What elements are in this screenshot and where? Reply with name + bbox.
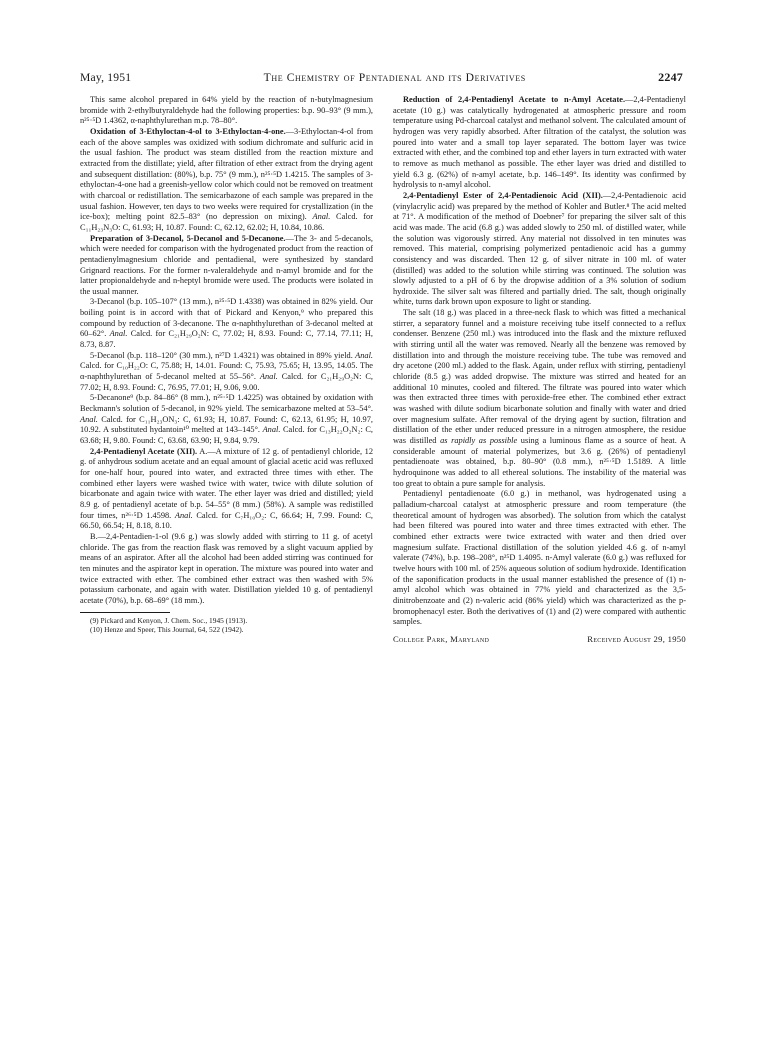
running-head <box>80 70 683 85</box>
paragraph <box>80 95 373 127</box>
section-heading: Reduction of 2,4-Pentadienyl Acetate to n-Amyl Acetate. <box>403 95 626 104</box>
footnote-divider <box>80 612 170 613</box>
left-column <box>80 95 373 644</box>
anal-label: Anal. <box>355 350 373 360</box>
section-heading: 2,4-Pentadienyl Ester of 2,4-Pentadienoic Acid (XII). <box>403 190 603 200</box>
two-column-body <box>80 95 686 644</box>
anal-label: Anal. <box>262 425 281 435</box>
paragraph-text: Calcd. for C₂₁H₂₉O₂N: C, 77.02; H, 8.93. Found: C, 76.95, 77.01; H, 9.06, 9.00. <box>80 372 373 392</box>
paragraph-text: Calcd. for C₁₁H₂₃N₃O: C, 61.93; H, 10.87. Found: C, 62.12, 62.02; H, 10.84, 10.86. <box>80 212 374 232</box>
paragraph-text: The salt (18 g.) was placed in a three-neck flask to which was fitted a mechanical stirrer, a separatory funnel and a moisture receiving tube itself connected to a reflux condenser. Benzene (250 ml.) was introduced into the flask and the mixture refluxed with stirring until all the water was removed. Nearly all the benzene was removed by distillation into and through the moisture receiving tube. The tube was removed and dry acetone (200 ml.) added to the flask. Again, under reflux with stirring, pentadienyl chloride (8.5 g.) was added dropwise. The mixture was stirred and heated for an additional 10 minutes, cooled and filtered. The filtrate was poured into water which was then extracted three times with peroxide-free ether. The combined ether extract was washed with dilute sodium bicarbonate solution and finally with water and dried over magnesium sulfate. After removal of the drying agent by suction, filtration and distillation of the ether under reduced pressure in a nitrogen atmosphere, the residue was distilled <box>393 308 686 445</box>
paragraph <box>80 297 373 350</box>
institution-location: College Park, Maryland <box>393 633 490 644</box>
article-running-title: The Chemistry of Pentadienal and its Derivatives <box>263 71 526 84</box>
paragraph-text: —The 3- and 5-decanols, which were needed for comparison with the hydrogenated product from the reaction of pentadienylmagnesium chloride and pentadienal, were synthesized by standard Grignard reactions. For the former n-valeraldehyde and n-amyl bromide and for the latter propionaldehyde and n-heptyl bromide were used. The products were isolated in the usual manner. <box>80 233 373 296</box>
received-date: Received August 29, 1950 <box>587 633 686 644</box>
paragraph-text: Calcd. for C₁₃H₂₂O₂N₂: C, 63.68; H, 9.80. Found: C, 63.68, 63.90; H, 9.84, 9.79. <box>80 425 373 445</box>
section-heading: 2,4-Pentadienyl Acetate (XII). <box>90 446 198 456</box>
paragraph-text: B.—2,4-Pentadien-1-ol (9.6 g.) was slowly added with stirring to 11 g. of acetyl chloride. The gas from the reaction flask was removed by a slight vacuum applied by means of an aspirator. After all the alcohol had been added stirring was continued for ten minutes and the aspirator kept in operation. The mixture was poured into water and twice extracted with ether. The combined ether extract was then washed with 5% potassium carbonate, and again with water. Distillation yielded 10 g. of pentadienyl acetate (70%), b.p. 68–69° (18 mm.). <box>80 531 373 605</box>
right-column <box>393 95 686 644</box>
paragraph <box>393 191 686 308</box>
emphasis-text: as rapidly as possible <box>440 436 518 445</box>
footnote-10: (10) Henze and Speer, This Journal, 64, 522 (1942). <box>90 625 244 635</box>
paragraph <box>393 308 686 489</box>
anal-label: Anal. <box>109 329 128 339</box>
footnotes <box>80 616 373 635</box>
paragraph-text: Calcd. for C₁₁H₂₃ON₃: C, 61.93; H, 10.87. Found: C, 62.13, 61.95; H, 10.97, 10.92. A substituted hydantoin¹⁰ melted at 143–145°. <box>80 414 373 435</box>
paragraph <box>80 532 373 607</box>
paragraph-text: A.—A mixture of 12 g. of pentadienyl chloride, 12 g. of anhydrous sodium acetate and an equal amount of glacial acetic acid was refluxed for one-half hour, poured into water, and extracted three times with ether. The combined ether layers were washed twice with water, twice with dilute solution of bicarbonate and again twice with water. The ether layer was dried and distilled; yield 8.9 g. of pentadienyl acetate of b.p. 54–55° (8 mm.) (58%). A sample was redistilled four times, n²⁶·⁵D 1.4598. <box>80 446 373 520</box>
footnote-9: (9) Pickard and Kenyon, J. Chem. Soc., 1945 (1913). <box>90 615 248 625</box>
issue-date: May, 1951 <box>80 71 132 84</box>
section-heading: Preparation of 3-Decanol, 5-Decanol and 5-Decanone. <box>90 233 286 243</box>
paragraph <box>80 234 373 298</box>
paragraph-text: Calcd. for C₁₀H₂₂O: C, 75.88; H, 14.01. Found: C, 75.93, 75.65; H, 13.95, 14.05. The α-naphthylurethan of 5-decanol melted at 55–56°. <box>80 361 373 382</box>
paragraph <box>393 489 686 628</box>
paragraph-text: —2,4-Pentadienoic acid (vinylacrylic acid) was prepared by the method of Kohler and Butler.⁸ The acid melted at 71°. A modification of the method of Doebner⁷ for preparing the silver salt of this acid was made. The acid (6.8 g.) was added slowly to 250 ml. of distilled water, while the solution was vigorously stirred. Any material not dissolved in ten minutes was removed. This material, comprising polymerized pentadienoic acid has a gummy consistency and was discarded. Then 12 g. of silver nitrate in 100 ml. of water (distilled) was added to the solution while stirring was continued. The solution was slowly adjusted to a pH of 6 by the dropwise addition of a 3% solution of sodium hydroxide. The silver salt was filtered and partially dried. The salt, though originally white, turns dark brown upon exposure to light or standing. <box>393 190 686 307</box>
paragraph <box>80 447 373 532</box>
anal-label: Anal. <box>80 414 98 424</box>
paragraph-text: 5-Decanol (b.p. 118–120° (30 mm.), n²⁷D 1.4321) was obtained in 89% yield. <box>90 350 356 360</box>
paragraph <box>80 351 373 394</box>
anal-label: Anal. <box>174 510 193 520</box>
paragraph <box>393 95 686 191</box>
paragraph-text: This same alcohol prepared in 64% yield by the reaction of n-butylmagnesium bromide with 2-ethylbutyraldehyde had the following properties: b.p. 90–93° (9 mm.), n²⁵·⁵D 1.4362, α-naphthylurethan m.p. 78–80°. <box>80 95 373 126</box>
paragraph-text: 5-Decanone⁹ (b.p. 84–86° (8 mm.), n²⁵·⁵D 1.4225) was obtained by oxidation with Beckmann's solution of 5-decanol, in 92% yield. The semicarbazone melted at 53–54°. <box>80 393 373 414</box>
affiliation-line <box>393 634 686 645</box>
paragraph-text: Pentadienyl pentadienoate (6.0 g.) in methanol, was hydrogenated using a palladium-charcoal catalyst at atmospheric pressure and room temperature (the theoretical amount of hydrogen was absorbed). The solution from which the catalyst had been filtered was poured into water and three times extracted with ether. The combined ether extracts were twice extracted with water and then dried over magnesium sulfate. Fractional distillation of the solution yielded 4.6 g. of n-amyl valerate (74%), b.p. 198–208°, n²⁵D 1.4095. n-Amyl valerate (6.0 g.) was refluxed for twelve hours with 100 ml. of 25% aqueous solution of sodium hydroxide. Identification of the saponification products in the usual manner established the presence of (1) n-amyl alcohol which was obtained in 77% yield and characterized as the 3,5-dinitrobenzoate and (2) n-valeric acid (86% yield) which was characterized as the p-bromophenacyl ester. Both the derivatives of (1) and (2) were compared with authentic samples. <box>393 489 686 627</box>
paragraph-text: 3-Decanol (b.p. 105–107° (13 mm.), n²⁵·⁵D 1.4338) was obtained in 82% yield. Our boiling point is in accord with that of Pickard and Kenyon,⁹ who prepared this compound by reduction of 3-decanone. The α-naphthylurethan of 3-decanol melted at 60–62°. <box>80 297 373 339</box>
paragraph <box>80 393 373 446</box>
paragraph-text: Calcd. for C₂₁H₂₉O₂N: C, 77.02; H, 8.93. Found: C, 77.14, 77.11; H, 8.73, 8.87. <box>80 329 374 350</box>
section-heading: Oxidation of 3-Ethyloctan-4-ol to 3-Ethyloctan-4-one. <box>90 126 286 136</box>
paragraph <box>80 127 373 234</box>
paragraph-text: —2,4-Pentadienyl acetate (10 g.) was catalytically hydrogenated at atmospheric pressure and room temperature using Pd-charcoal catalyst and methanol solvent. The calculated amount of hydrogen was very rapidly absorbed. After filtration of the catalyst, the solution was poured into water and a small top layer separated. The bottom layer was twice extracted with ether, and the combined top and ether layers in turn extracted with water to remove as much methanol as possible. The ether layer was dried and distilled to yield 6.3 g. (62%) of n-amyl acetate, b.p. 146–149°. Its identity was confirmed by hydrolysis to n-amyl alcohol. <box>393 95 686 190</box>
paragraph-text: —3-Ethyloctan-4-ol from each of the above samples was oxidized with sodium dichromate and sulfuric acid in the usual fashion. The product was steam distilled from the reaction mixture and extracted from the distillate; yield, after filtration of ether extract from the drying agent and subsequent distillation: (80%), b.p. 75° (9 mm.), n²⁵·⁵D 1.4215. The samples of 3-ethyloctan-4-one had a greenish-yellow color which could not be removed on treatment with charcoal or redistillation. The semicarbazone of each sample was prepared in the usual fashion. However, ten days to two weeks were required for crystallization (in the ice-box); melting point 82.5–83° (no depression on mixing). <box>80 126 374 222</box>
page-number: 2247 <box>658 70 683 84</box>
paragraph-text: using a luminous flame as a source of heat. A considerable amount of material polymerizes, but 3.6 g. (26%) of pentadienyl pentadienoate was obtained, b.p. 80–90° (0.8 mm.), n²⁵·⁵D 1.5189. A little hydroquinone was added to all ethereal solutions. The instability of the material was too great to obtain a pure sample for analysis. <box>393 436 686 488</box>
paragraph-text: Calcd. for C₇H₁₀O₂: C, 66.64; H, 7.99. Found: C, 66.50, 66.54; H, 8.18, 8.10. <box>80 510 373 531</box>
anal-label: Anal. <box>259 372 278 382</box>
anal-label: Anal. <box>312 212 331 222</box>
